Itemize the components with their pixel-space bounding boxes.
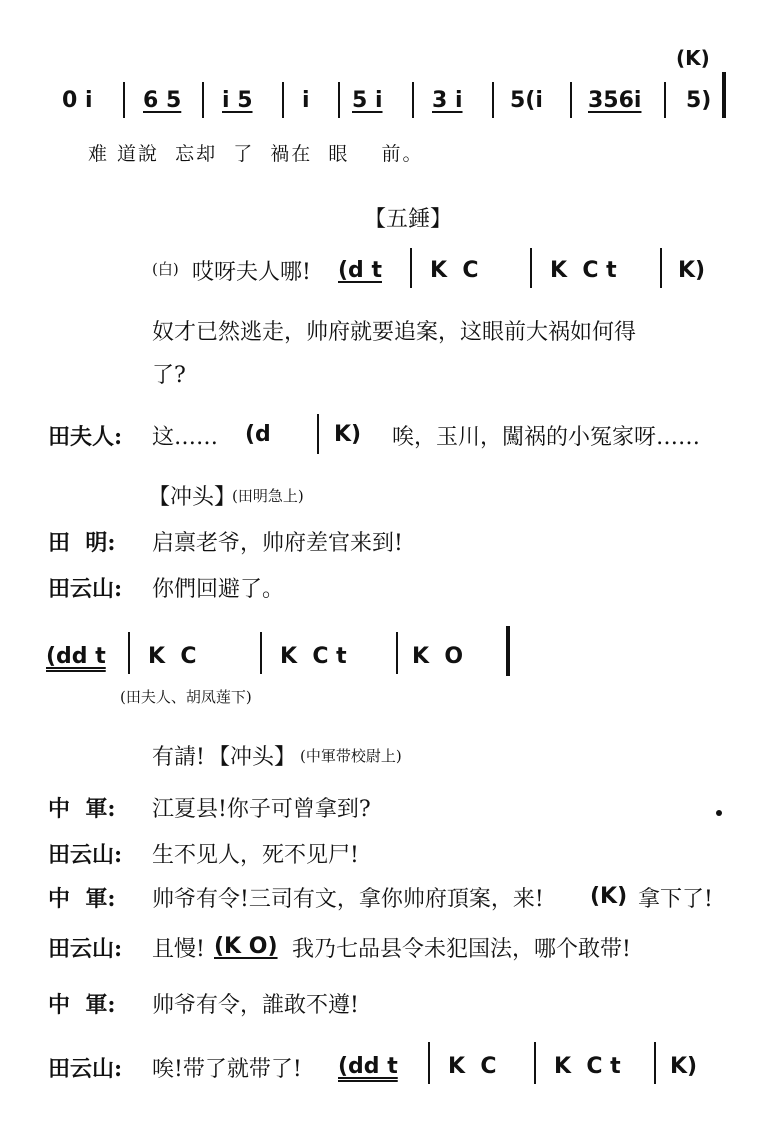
barline [128, 632, 130, 674]
final-barline [722, 72, 726, 118]
beat-kc-final: K C [448, 1054, 497, 1079]
barline [338, 82, 340, 118]
measure-9: 5) [686, 88, 712, 113]
beat-3: K C t [550, 258, 617, 283]
youqing-text: 有請! [152, 745, 205, 770]
tian-yunshan-text-1: 你們回避了。 [152, 577, 285, 602]
tian-yunshan-text-4: 唉!带了就带了! [152, 1057, 302, 1082]
barline [530, 248, 532, 288]
tian-furen-text-b: 唉，玉川，闖祸的小冤家呀…… [392, 425, 701, 450]
beat-ko: K O [412, 644, 464, 669]
beat-4: K) [678, 258, 706, 283]
barline [492, 82, 494, 118]
beat-dd: (dd t [46, 644, 106, 669]
beat-kc: K C [148, 644, 197, 669]
zhongjun-text-2b: 拿下了! [638, 887, 713, 912]
measure-1: 0 i [62, 88, 93, 113]
final-barline [506, 626, 510, 676]
beat-d: (d [245, 422, 271, 447]
speaker-tian-yunshan: 田云山: [48, 1056, 123, 1082]
chongtou-note: (田明急上) [232, 487, 304, 505]
beat-k: K) [334, 422, 362, 447]
tian-yunshan-text-2: 生不见人，死不见尸! [152, 843, 359, 868]
barline [260, 632, 262, 674]
beat-kct: K C t [280, 644, 347, 669]
zhongjun-text-3: 帅爷有令，誰敢不遵! [152, 993, 359, 1018]
wuchui-label: 【五錘】 [364, 207, 453, 232]
speaker-zhongjun: 中 軍: [48, 992, 116, 1018]
barline [123, 82, 125, 118]
chongtou-label: 【冲头】 [148, 485, 237, 510]
barline [396, 632, 398, 674]
speaker-tian-ming: 田 明: [48, 530, 116, 556]
tian-ming-text: 启禀老爷，帅府差官来到! [152, 531, 403, 556]
lyrics: 难 道說 忘却 了 禍在 眼 前。 [88, 143, 424, 165]
measure-2: 6 5 [143, 88, 182, 113]
measure-3: i 5 [222, 88, 253, 113]
beat-dd-final: (dd t [338, 1054, 398, 1079]
zhongjun-text-2a: 帅爷有令!三司有文，拿你帅府頂案，来! [152, 887, 544, 912]
barline [202, 82, 204, 118]
line2: 奴才已然逃走，帅府就要追案，这眼前大祸如何得 [152, 320, 637, 345]
barline [282, 82, 284, 118]
barline [664, 82, 666, 118]
beat-2: K C [430, 258, 479, 283]
barline [660, 248, 662, 288]
barline [428, 1042, 430, 1084]
barline [654, 1042, 656, 1084]
measure-5: 5 i [352, 88, 383, 113]
barline [410, 248, 412, 288]
speaker-tian-furen: 田夫人: [48, 424, 123, 450]
speaker-zhongjun: 中 軍: [48, 886, 116, 912]
youqing-label: 【冲头】 [208, 745, 297, 770]
beat-k-final: K) [670, 1054, 698, 1079]
bai-text: 哎呀夫人哪! [192, 260, 311, 285]
beat-note: (田夫人、胡凤莲下) [120, 688, 252, 706]
barline [317, 414, 319, 454]
tian-yunshan-beat: (K O) [214, 934, 278, 959]
tian-yunshan-text-3b: 我乃七品县令未犯国法，哪个敢带! [292, 937, 631, 962]
beat-kct-final: K C t [554, 1054, 621, 1079]
speaker-tian-yunshan: 田云山: [48, 936, 123, 962]
measure-4: i [302, 88, 310, 113]
tian-furen-text-a: 这…… [152, 425, 219, 450]
barline [534, 1042, 536, 1084]
barline [570, 82, 572, 118]
beat-1: (d t [338, 258, 382, 283]
measure-8: 356i [588, 88, 642, 113]
youqing-note: (中軍带校尉上) [300, 747, 402, 765]
k-mark-top: (K) [676, 46, 710, 70]
barline [412, 82, 414, 118]
zhongjun-text-1: 江夏县!你子可曾拿到? [152, 797, 371, 822]
line2b: 了? [152, 363, 186, 388]
bai-prefix: (白) [152, 260, 179, 278]
speaker-tian-yunshan: 田云山: [48, 842, 123, 868]
stray-dot [716, 810, 722, 816]
measure-7: 5(i [510, 88, 543, 113]
measure-6: 3 i [432, 88, 463, 113]
speaker-tian-yunshan: 田云山: [48, 576, 123, 602]
speaker-zhongjun: 中 軍: [48, 796, 116, 822]
tian-yunshan-text-3a: 且慢! [152, 937, 205, 962]
zhongjun-k: (K) [590, 884, 628, 909]
